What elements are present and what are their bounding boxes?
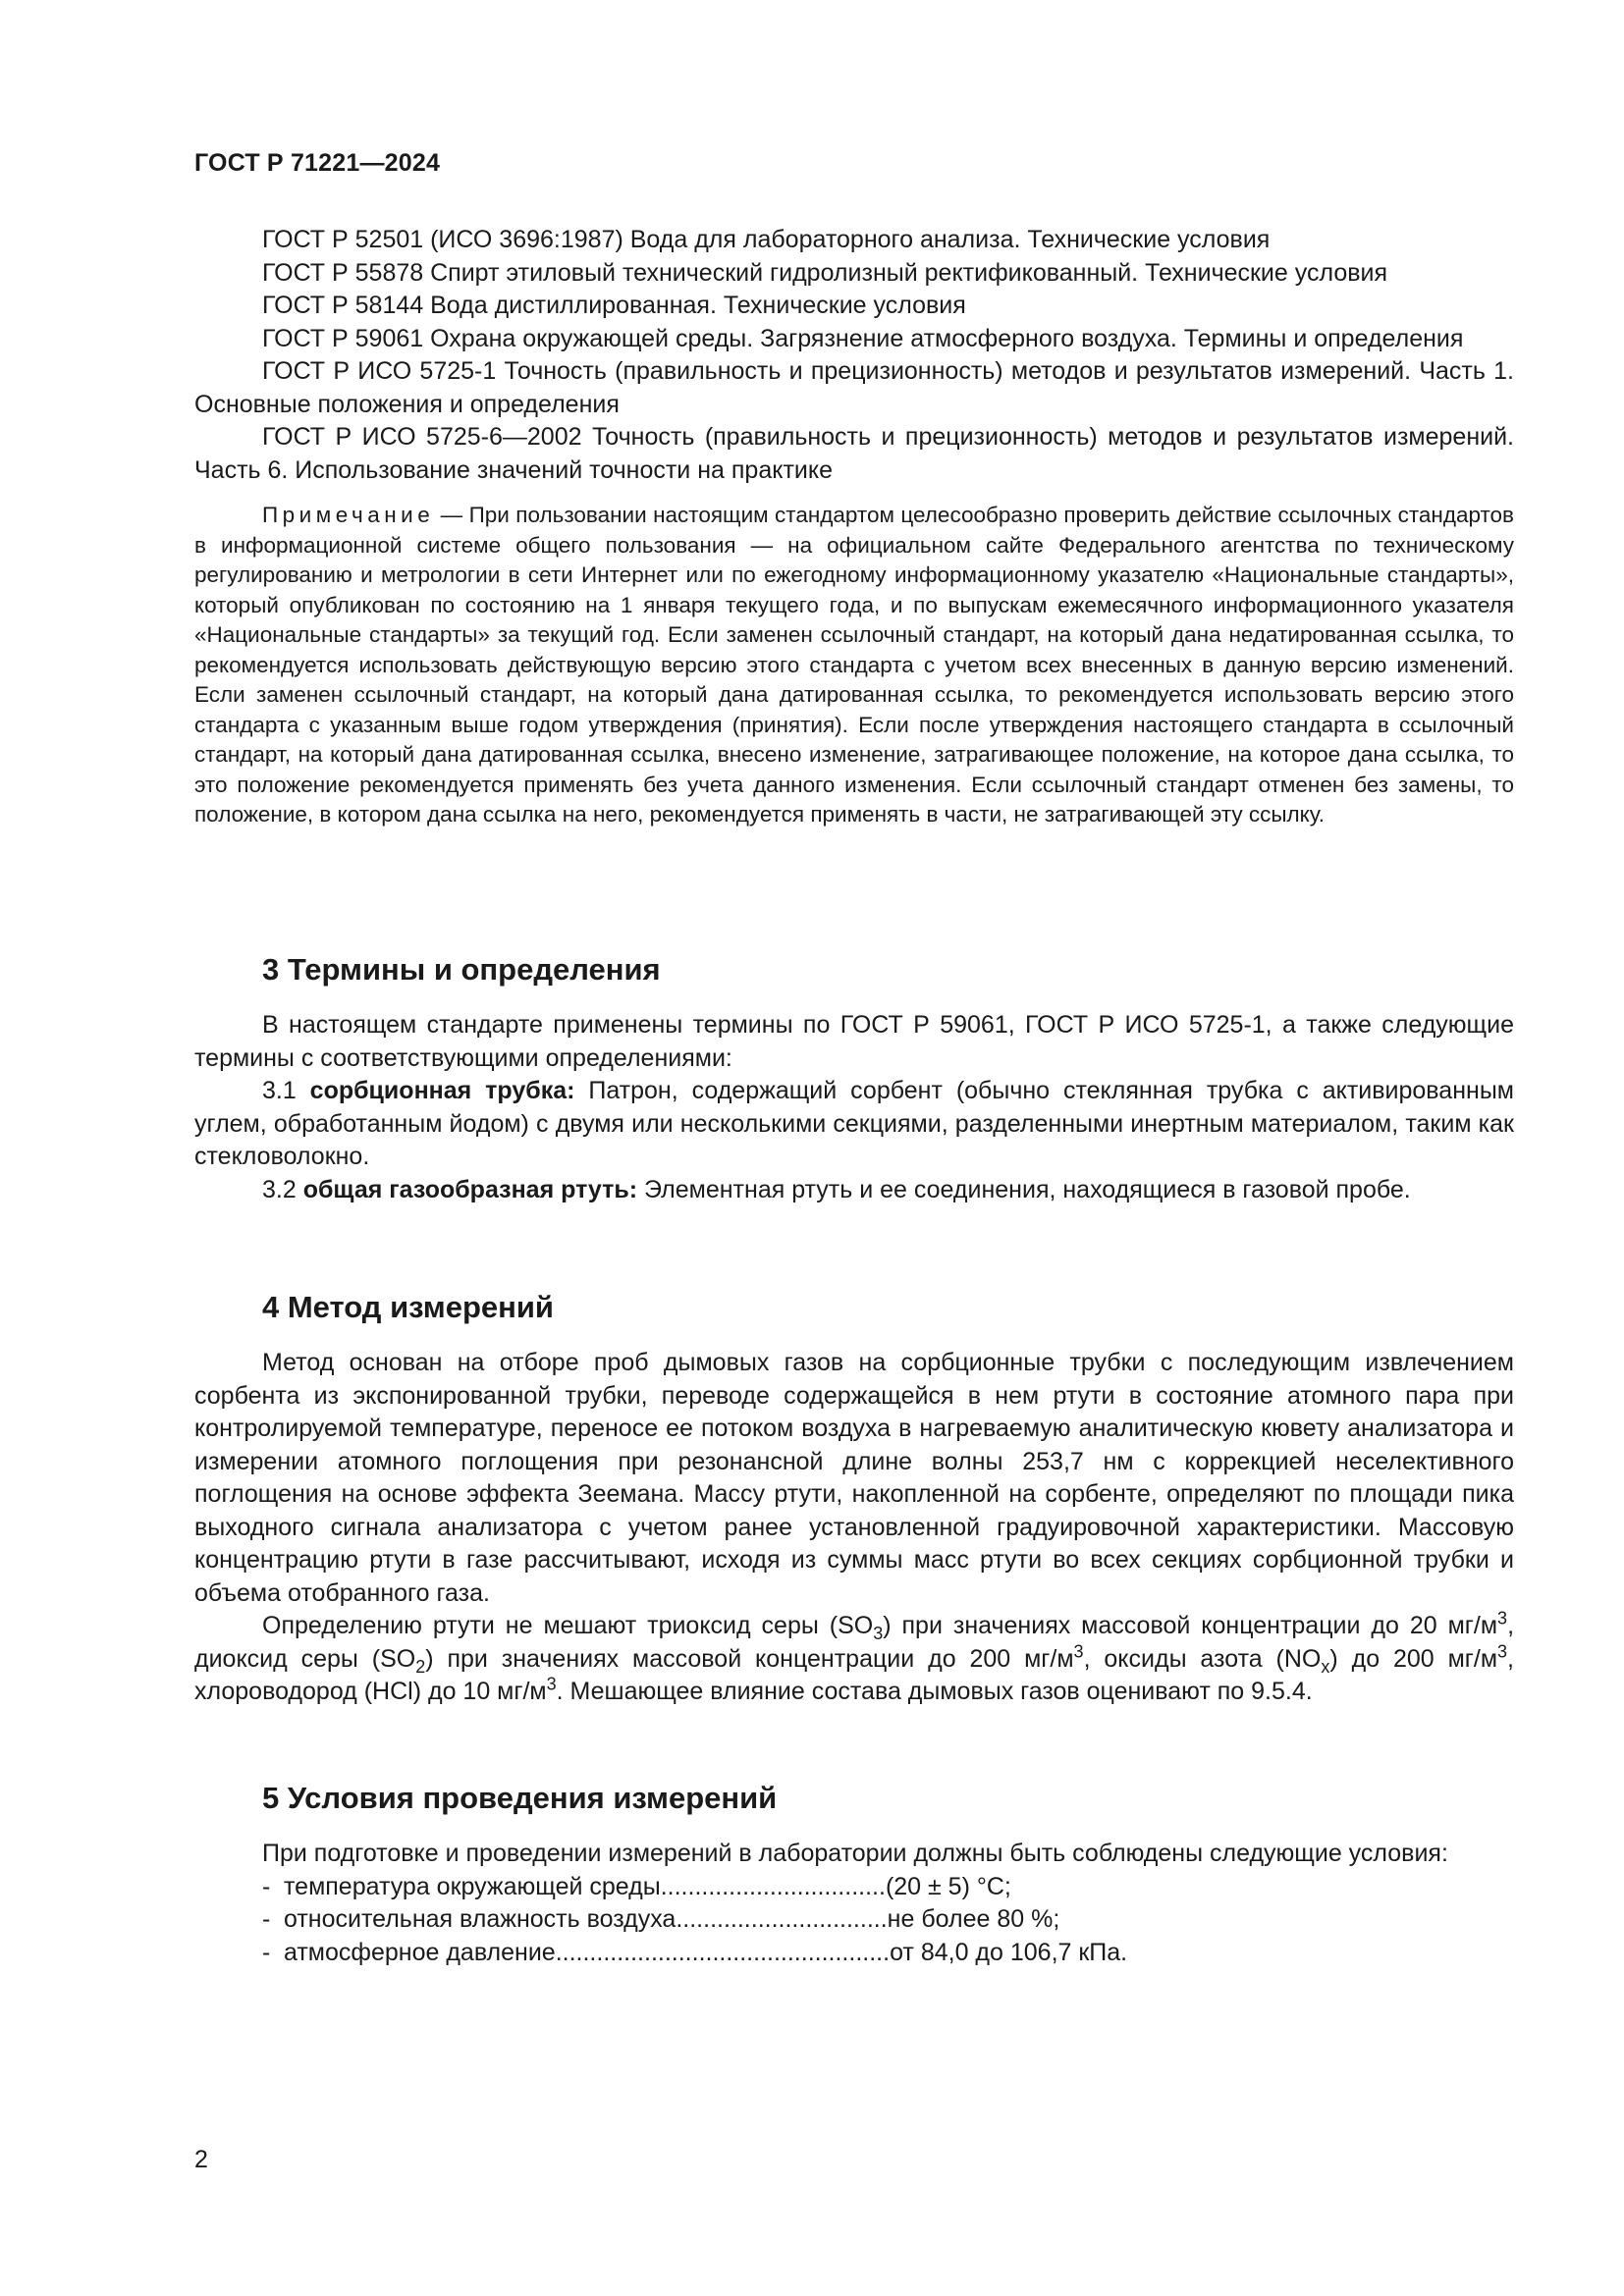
term-name: сорбционная трубка: <box>309 1077 575 1104</box>
term-definition: Патрон, содержащий сорбент (обычно стеклянная трубка с активированным углем, обработанным йодом) с двумя или несколькими секциями, разделенными инертным материалом, таким как стекловолокно. <box>194 1077 1514 1170</box>
subscript: x <box>1321 1656 1330 1677</box>
term-3-1 <box>194 1075 1514 1174</box>
section-4-paragraph-2 <box>194 1610 1514 1709</box>
subscript: 2 <box>415 1656 426 1677</box>
reference-item: ГОСТ Р 55878 Спирт этиловый технический гидролизный ректификованный. Технические условия <box>262 258 1388 287</box>
reference-item: ГОСТ Р 58144 Вода дистиллированная. Технические условия <box>262 292 966 319</box>
condition-row <box>194 1871 1514 1904</box>
text-run: , оксиды азота (NO <box>1083 1644 1322 1673</box>
section-5 <box>194 1779 1514 1969</box>
condition-value: не более 80 %; <box>887 1905 1060 1933</box>
term-3-2 <box>194 1174 1514 1207</box>
text-run: . Мешающее влияние состава дымовых газов оценивают по 9.5.4. <box>556 1678 1313 1705</box>
section-5-title: 5 Условия проведения измерений <box>262 1781 778 1815</box>
superscript: 3 <box>1073 1641 1084 1662</box>
term-name: общая газообразная ртуть: <box>302 1175 638 1203</box>
reference-item: ГОСТ Р 59061 Охрана окружающей среды. Загрязнение атмосферного воздуха. Термины и определения <box>262 324 1464 352</box>
note-paragraph <box>194 501 1514 830</box>
condition-label: температура окружающей среды <box>284 1872 661 1900</box>
text-run: ) при значениях массовой концентрации до 200 мг/м <box>425 1644 1074 1673</box>
section-3-intro: В настоящем стандарте применены термины по ГОСТ Р 59061, ГОСТ Р ИСО 5725-1, а также следующие термины с соответствующими определениями: <box>194 1011 1514 1072</box>
term-number: 3.2 <box>262 1175 297 1203</box>
section-4 <box>194 1288 1514 1709</box>
text-run: Определению ртути не мешают триоксид серы (SO <box>262 1612 874 1639</box>
list-dash: - <box>262 1905 271 1933</box>
reference-item: ГОСТ Р 52501 (ИСО 3696:1987) Вода для лабораторного анализа. Технические условия <box>262 226 1271 253</box>
note-text: — При пользовании настоящим стандартом целесообразно проверить действие ссылочных стандартов в информационной системе общего пользования — на официальном сайте Федерального агентства по техническому регулированию и метрологии в сети Интернет или по ежегодному информационному указателю «Национальные стандарты», который опубликован по состоянию на 1 января текущего года, и по выпускам ежемесячного информационного указателя «Национальные стандарты» за текущий год. Если заменен ссылочный стандарт, на который дана недатированная ссылка, то рекомендуется использовать действующую версию этого стандарта с учетом всех внесенных в данную версию изменений. Если заменен ссылочный стандарт, на который дана датированная ссылка, то рекомендуется использовать версию этого стандарта с указанным выше годом утверждения (принятия). Если после утверждения настоящего стандарта в ссылочный стандарт, на который дана датированная ссылка, внесено изменение, затрагивающее положение, на которое дана ссылка, то это положение рекомендуется применять без учета данного изменения. Если ссылочный стандарт отменен без замены, то положение, в котором дана ссылка на него, рекомендуется применять в части, не затрагивающей эту ссылку. <box>194 503 1514 827</box>
references-block <box>194 224 1514 830</box>
section-3-title: 3 Термины и определения <box>262 952 661 987</box>
condition-label: относительная влажность воздуха <box>284 1905 677 1933</box>
condition-value: (20 ± 5) °С; <box>885 1872 1011 1900</box>
section-5-intro: При подготовке и проведении измерений в лаборатории должны быть соблюдены следующие условия: <box>262 1840 1448 1867</box>
condition-label: атмосферное давление <box>284 1938 556 1966</box>
superscript: 3 <box>1497 1608 1508 1629</box>
section-3 <box>194 950 1514 1206</box>
condition-value: от 84,0 до 106,7 кПа. <box>890 1938 1128 1966</box>
note-label: Примечание <box>262 503 435 527</box>
superscript: 3 <box>1497 1641 1508 1662</box>
list-dash: - <box>262 1938 271 1966</box>
text-run: , диоксид серы (SO <box>194 1612 1515 1673</box>
subscript: 3 <box>873 1624 884 1643</box>
section-4-paragraph-1: Метод основан на отборе проб дымовых газов на сорбционные трубки с последующим извлечением сорбента из экспонированной трубки, переводе содержащейся в нем ртути в состояние атомного пара при контролируемой температуре, переносе ее потоком воздуха в нагреваемую аналитическую кювету анализатора и измерении атомного поглощения при резонансной длине волны 253,7 нм с коррекцией неселективного поглощения на основе эффекта Зеемана. Массу ртути, накопленной на сорбенте, определяют по площади пика выходного сигнала анализатора с учетом ранее установленной градуировочной характеристики. Массовую концентрацию ртути в газе рассчитывают, исходя из суммы масс ртути во всех секциях сорбционной трубки и объема отобранного газа. <box>194 1349 1514 1607</box>
superscript: 3 <box>546 1674 557 1694</box>
term-definition: Элементная ртуть и ее соединения, находящиеся в газовой пробе. <box>644 1175 1411 1203</box>
reference-item: ГОСТ Р ИСО 5725-1 Точность (правильность и прецизионность) методов и результатов измерений. Часть 1. Основные положения и определения <box>194 357 1514 418</box>
dot-leader: ............................... <box>676 1905 888 1933</box>
reference-item: ГОСТ Р ИСО 5725-6—2002 Точность (правильность и прецизионность) методов и результатов измерений. Часть 6. Использование значений точности на практике <box>194 423 1514 484</box>
dot-leader: ................................. <box>660 1872 886 1900</box>
condition-row <box>194 1903 1514 1937</box>
section-4-title: 4 Метод измерений <box>262 1290 554 1324</box>
text-run: ) при значениях массовой концентрации до 20 мг/м <box>883 1612 1498 1639</box>
document-header: ГОСТ Р 71221—2024 <box>194 149 441 177</box>
dot-leader: ................................................. <box>555 1938 891 1966</box>
text-run: , хлороводород (HCl) до 10 мг/м <box>194 1644 1514 1705</box>
condition-row <box>194 1937 1514 1970</box>
list-dash: - <box>262 1872 271 1900</box>
page-number: 2 <box>194 2146 208 2173</box>
text-run: ) до 200 мг/м <box>1329 1644 1498 1673</box>
term-number: 3.1 <box>262 1077 297 1104</box>
